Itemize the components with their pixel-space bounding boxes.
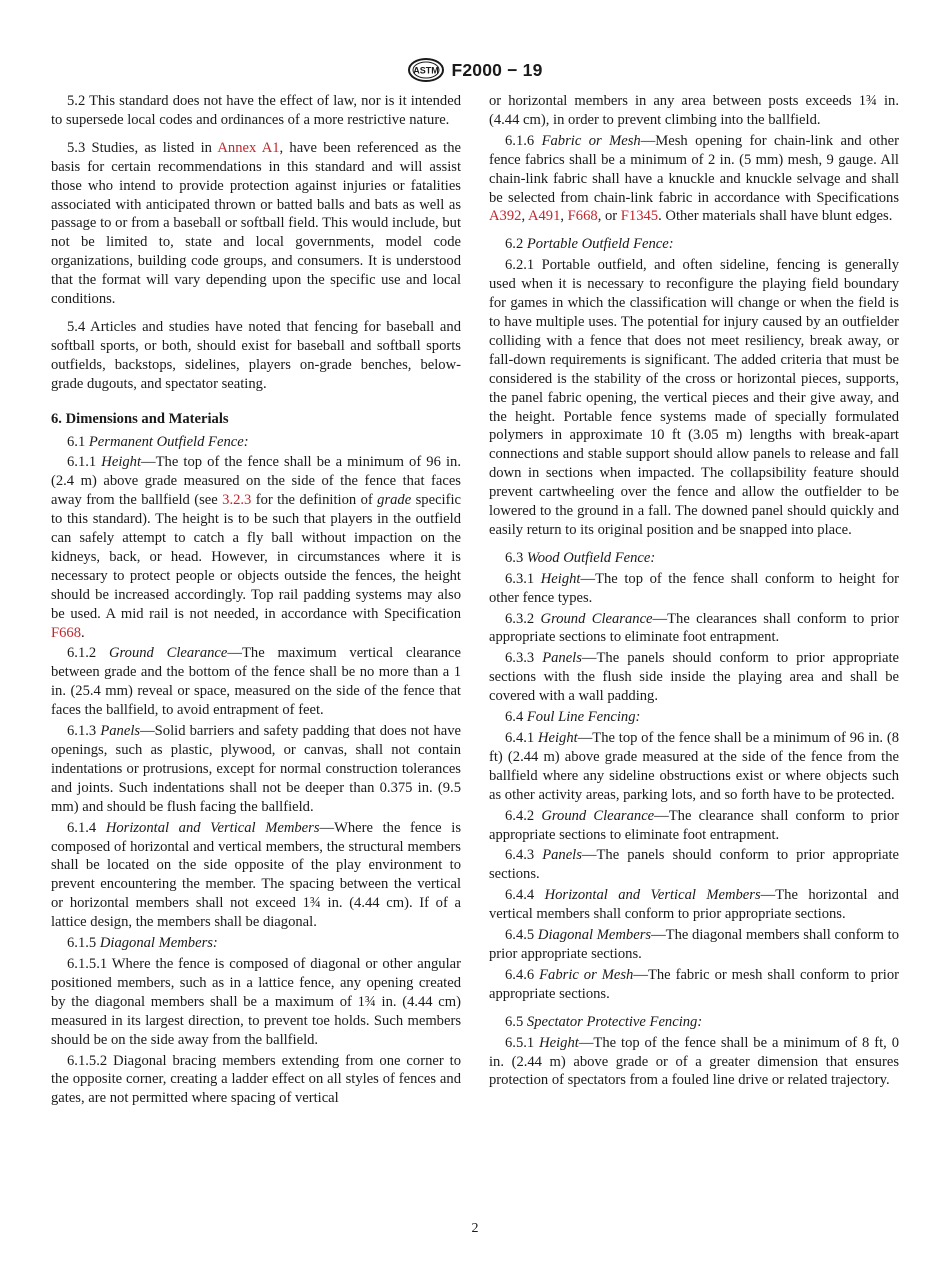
astm-logo-text: ASTM [413,65,440,76]
para-6-1-3: 6.1.3 Panels—Solid barriers and safety padding that does not have openings, such as plastic, plywood, or canvas, shall not contain indentations or protrusions, except for normal construction tolerances and joints. Such indentations shall not be deeper than 0.375 in. (9.5 mm) and should be flush facing the ballfield. [51,723,461,815]
link-a491[interactable]: A491 [527,208,561,225]
para-6-4-3: 6.4.3 Panels—The panels should conform to prior appropriate sections. [489,847,899,883]
right-column [489,92,899,1092]
para-6-4-1: 6.4.1 Height—The top of the fence shall be a minimum of 96 in. (8 ft) (2.44 m) above grade measured at the side of the fence from the ballfield where any sideline obstructions exist or where objects such as other activity areas, parking lots, and so forth have to be protected. [489,730,899,803]
left-column [51,92,461,1110]
section-heading-6: 6. Dimensions and Materials [51,410,229,427]
para-6-1-5-1: 6.1.5.1 Where the fence is composed of diagonal or other angular positioned members, such as in a lattice fence, any opening created by the diagonal members shall be a maximum of 1¾ in. (4.44 cm) measured in its largest direction, to prevent toe holds. Such members should be on the side away from the ballfield. [51,955,461,1048]
para-6-5: 6.5 Spectator Protective Fencing: [505,1013,703,1030]
para-6-2-1: 6.2.1 Portable outfield, and often sideline, fencing is generally used when it is necessary to reconfigure the playing field boundary for games in which the classification will change or when the field is to have multiple uses. The potential for injury caused by an outfielder colliding with a fence that does not meet resiliency, break away, or fall-down requirements is significant. The added criteria that must be considered is the stability of the cross or horizontal pieces, supports, the panel fabric opening, the vertical pieces and their give away, and the height. Portable fence systems made of specially formulated polymers in approximate 10 ft (3.05 m) lengths with break-apart connections and stable support should allow panels to release and fall down in sections when impacted. The collapsibility feature should prevent cartwheeling over the fence and allow the outfielder to be lowered to the ground in a fall. The downed panel should quickly and easily return to its original position and be snapped into place. [489,257,899,538]
para-6-2: 6.2 Portable Outfield Fence: [505,236,674,253]
para-6-3-2: 6.3.2 Ground Clearance—The clearances shall conform to prior appropriate sections to eliminate foot entrapment. [489,610,899,646]
para-6-1: 6.1 Permanent Outfield Fence: [67,433,249,450]
link-3-2-3[interactable]: 3.2.3 [222,492,252,509]
para-6-1-2: 6.1.2 Ground Clearance—The maximum vertical clearance between grade and the bottom of the fence shall be no more than a 1 in. (25.4 mm) reveal or space, measured on the side of the fence that faces the ballfield, to avoid entrapment of feet. [51,645,461,719]
para-6-3-1: 6.3.1 Height—The top of the fence shall conform to height for other fence types. [489,570,899,606]
para-5-3: 5.3 Studies, as listed in Annex A1, have been referenced as the basis for certain recommendations in this standard and will assist those who intend to provide protection against injuries or fatalities associated with anticipated thrown or batted balls and bats as well as passage to or from a baseball or softball field. This would include, but not be limited to, state and local governments, model code organizations, building code groups, and consumers. It is understood that the format will vary depending upon the specific use and local conditions. [51,139,461,308]
link-f1345[interactable]: F1345 [620,208,659,225]
link-a392[interactable]: A392 [489,208,522,225]
link-annex-a1[interactable]: Annex A1 [217,139,280,156]
document-designation: F2000 − 19 [451,59,543,80]
para-6-3: 6.3 Wood Outfield Fence: [505,549,656,566]
link-f668[interactable]: F668 [567,208,598,225]
para-6-3-3: 6.3.3 Panels—The panels should conform to prior appropriate sections with the flush side inside the playing area and shall be covered with a wall padding. [489,650,899,705]
para-6-4-5: 6.4.5 Diagonal Members—The diagonal members shall conform to prior appropriate sections. [489,927,899,962]
para-6-1-5-2-continued: or horizontal members in any area between posts exceeds 1¾ in. (4.44 cm), in order to prevent climbing into the ballfield. [489,93,899,128]
para-6-4-6: 6.4.6 Fabric or Mesh—The fabric or mesh shall conform to prior appropriate sections. [489,966,900,1002]
para-6-1-1: 6.1.1 Height—The top of the fence shall be a minimum of 96 in. (2.4 m) above grade measured on the side of the fence that faces away from the ballfield (see 3.2.3 for the definition of grade specific to this standard). The height is to be such that players in the outfield can safely attempt to catch a fly ball without impaction on the kidneys, back, or head. However, in circumstances where it is necessary to protect people or objects outside the fences, the height should be increased accordingly. Top rail padding systems may also be used. A mid rail is not needed, in accordance with Specification F668. [51,454,461,641]
para-6-4-2: 6.4.2 Ground Clearance—The clearance shall conform to prior appropriate sections to eliminate foot entrapment. [489,807,899,843]
page-header [0,57,950,83]
para-6-1-6: 6.1.6 Fabric or Mesh—Mesh opening for chain-link and other fence fabrics shall be a minimum of 2 in. (5 mm) mesh, 9 gauge. All chain-link fabric shall have a knuckle and knuckle selvage and shall be selected from chain-link fabric in accordance with Specifications A392, A491, F668, or F1345. Other materials shall have blunt edges. [489,132,899,225]
para-6-4-4: 6.4.4 Horizontal and Vertical Members—The horizontal and vertical members shall conform to prior appropriate sections. [489,887,899,923]
para-5-4: 5.4 Articles and studies have noted that fencing for baseball and softball sports, or both, should exist for baseball and softball sports outfields, backstops, sidelines, players on-grade benches, below-grade dugouts, and spectator seating. [51,318,461,392]
para-6-5-1: 6.5.1 Height—The top of the fence shall be a minimum of 8 ft, 0 in. (2.44 m) above grade or of a greater dimension that ensures protection of spectators from a fouled line drive or related trajectory. [489,1034,899,1089]
page-number: 2 [471,1221,479,1236]
para-6-4: 6.4 Foul Line Fencing: [505,709,641,726]
para-6-1-4: 6.1.4 Horizontal and Vertical Members—Where the fence is composed of horizontal and vertical members, the structural members shall be located on the side opposite of the play environment to prevent encountering the member. The spacing between the vertical or horizontal members shall not exceed 1¾ in. (4.44 cm). If of a lattice design, the members shall be diagonal. [51,819,461,931]
para-6-1-5: 6.1.5 Diagonal Members: [67,935,218,952]
para-6-1-5-2: 6.1.5.2 Diagonal bracing members extending from one corner to the opposite corner, creating a ladder effect on all styles of fences and gates, are not permitted where spacing of vertical [51,1052,461,1107]
astm-logo [407,58,445,82]
para-5-2: 5.2 This standard does not have the effect of law, nor is it intended to supersede local codes and ordinances of a more restrictive nature. [51,93,461,128]
link-f668[interactable]: F668 [51,624,82,641]
